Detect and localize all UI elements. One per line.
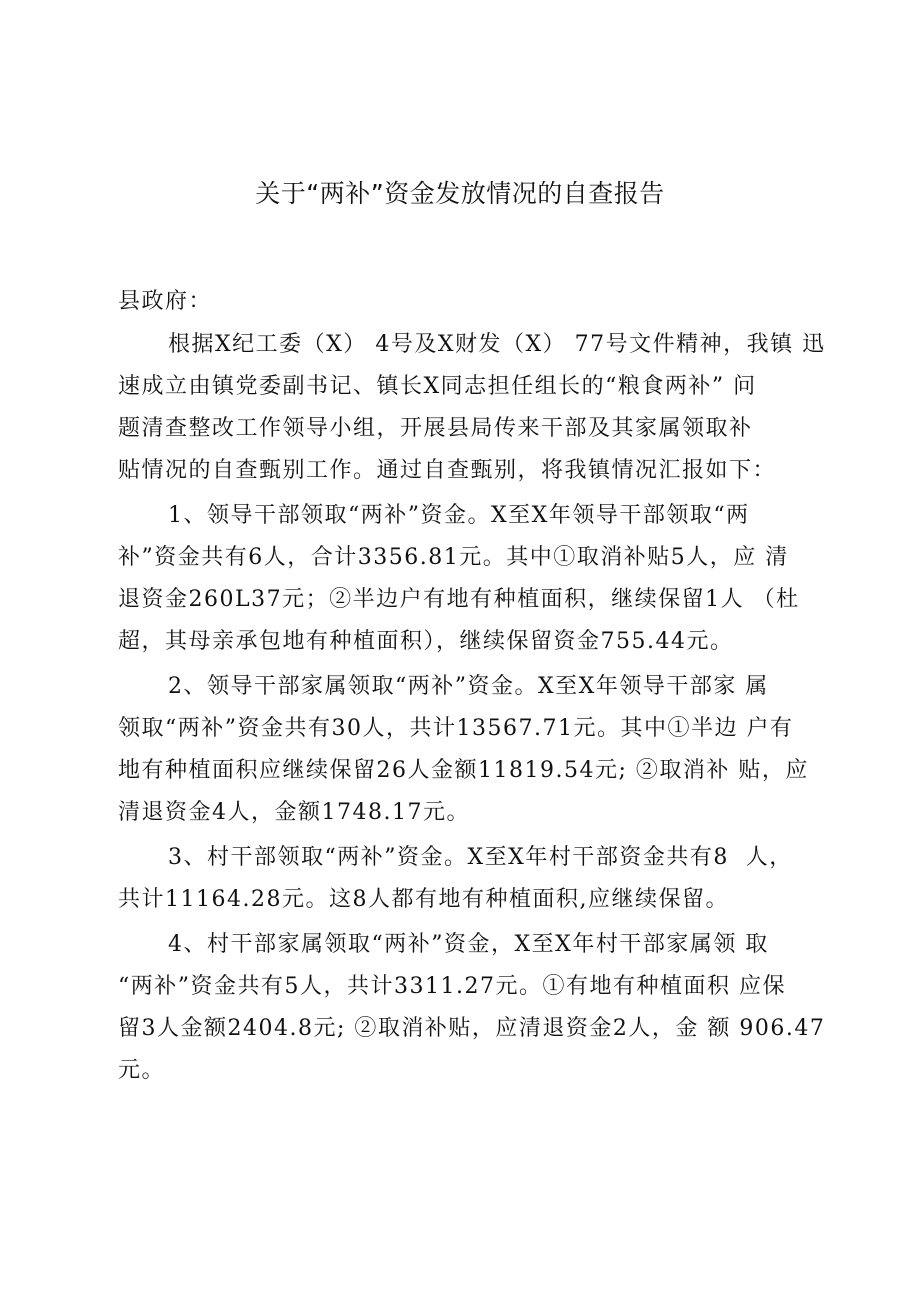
body-line-13: 3、村干部领取“两补”资金。X至X年村干部资金共有8 人， <box>168 845 793 870</box>
body-line-14: 共计11164.28元。这8人都有地有种植面积,应继续保留。 <box>118 887 729 912</box>
body-line-9: 2、领导干部家属领取“两补”资金。X至X年领导干部家 属 <box>168 674 769 699</box>
body-line-15: 4、村干部家属领取“两补”资金，X至X年村干部家属领 取 <box>168 932 769 957</box>
body-line-6: 补”资金共有6人，合计3356.81元。其中①取消补贴5人，应 清 <box>118 545 789 570</box>
body-line-5: 1、领导干部领取“两补”资金。X至X年领导干部领取“两 <box>168 503 750 528</box>
body-line-1: 根据X纪工委（X） 4号及X财发（X） 77号文件精神，我镇 迅 <box>168 332 826 357</box>
body-line-17: 留3人金额2404.8元; ②取消补贴，应清退资金2人，金 额 906.47 <box>118 1016 826 1041</box>
body-line-16: “两补”资金共有5人，共计3311.27元。①有地有种植面积 应保 <box>118 974 786 999</box>
salutation: 县政府： <box>118 289 213 314</box>
document-title: 关于“两补”资金发放情况的自查报告 <box>255 179 665 208</box>
body-line-8: 超，其母亲承包地有种植面积），继续保留资金755.44元。 <box>118 629 734 654</box>
body-line-12: 清退资金4人，金额1748.17元。 <box>118 800 470 825</box>
body-line-2: 速成立由镇党委副书记、镇长X同志担任组长的“粮食两补” 问 <box>118 374 757 399</box>
body-line-3: 题清查整改工作领导小组，开展县局传来干部及其家属领取补 <box>118 416 753 441</box>
body-line-18: 元。 <box>118 1058 166 1083</box>
body-line-10: 领取“两补”资金共有30人，共计13567.71元。其中①半边 户有 <box>118 716 794 741</box>
body-line-7: 退资金260L37元；②半边户有地有种植面积，继续保留1人 （杜 <box>118 587 800 612</box>
body-line-11: 地有种植面积应继续保留26人金额11819.54元; ②取消补 贴，应 <box>118 758 809 783</box>
body-line-4: 贴情况的自查甄别工作。通过自查甄别，将我镇情况汇报如下： <box>118 458 777 483</box>
